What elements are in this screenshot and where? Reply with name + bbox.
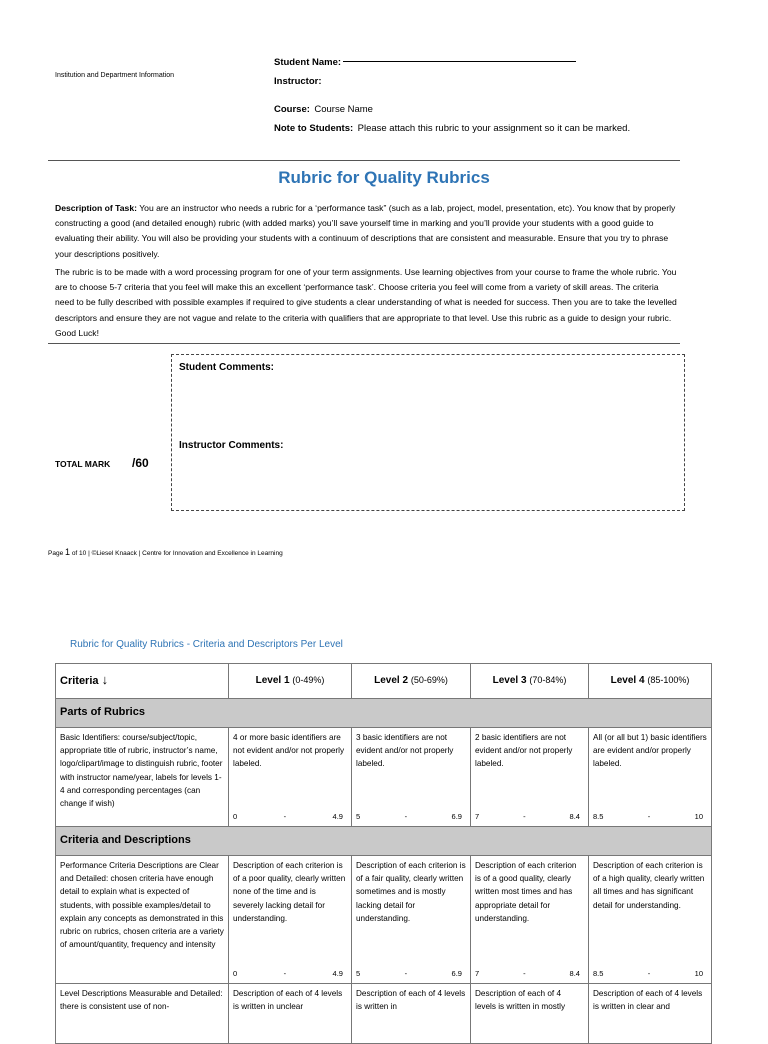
score-sep: -: [283, 968, 287, 978]
score-high: 4.9: [332, 968, 343, 978]
score-range: [475, 810, 580, 823]
page-footer: [48, 547, 283, 557]
score-range: [233, 810, 343, 823]
table-header-row: [56, 664, 712, 699]
score-high: 8.4: [569, 968, 580, 978]
page-title: Rubric for Quality Rubrics: [278, 168, 490, 187]
score-low: 8.5: [593, 811, 604, 821]
descriptor-text: Description of each criterion is of a fair quality, clearly written sometimes and is mostly lacking detail for understanding.: [356, 861, 466, 923]
level-2-header: [352, 664, 471, 699]
section-criteria-and-descriptions: Criteria and Descriptions: [56, 827, 712, 856]
description-label: Description of Task:: [55, 203, 137, 213]
score-high: 8.4: [569, 811, 580, 821]
level-4-header: [589, 664, 712, 699]
footer-suffix: of 10 | ©Liesel Knaack | Centre for Innovation and Excellence in Learning: [70, 550, 283, 557]
instructor-comments-label: Instructor Comments:: [179, 440, 284, 451]
score-low: 7: [475, 811, 480, 821]
total-mark-value: /60: [132, 456, 149, 470]
score-low: 0: [233, 968, 238, 978]
descriptor-cell: [352, 728, 471, 827]
criterion-cell: Performance Criteria Descriptions are Clear and Detailed: chosen criteria have enough detail to explain what is expected of students, with possible examples/detail to explain any concepts as demonstrated in this rubric on rubrics, chosen criteria are a variety of amount/quantity, frequency and intensity: [56, 856, 229, 984]
score-high: 10: [694, 811, 703, 821]
rubric-table-title: Rubric for Quality Rubrics - Criteria and Descriptors Per Level: [70, 639, 343, 650]
comments-box[interactable]: [171, 354, 685, 511]
student-comments-label: Student Comments:: [179, 362, 274, 373]
description-divider: [48, 343, 680, 344]
descriptor-cell: [352, 856, 471, 984]
section-row: [56, 699, 712, 728]
criterion-cell: Basic Identifiers: course/subject/topic, appropriate title of rubric, instructor’s name, logo/clipart/image to distinguish rubric, footer with instructor name/year, labels for levels 1-4 and corresponding percentages (can change if wish): [56, 728, 229, 827]
level-name: Level 4: [610, 675, 645, 687]
student-name-row: [274, 52, 341, 70]
level-name: Level 1: [255, 675, 290, 687]
level-range: (85-100%): [647, 675, 690, 686]
descriptor-cell: [589, 856, 712, 984]
descriptor-cell: [229, 856, 352, 984]
score-sep: -: [404, 968, 408, 978]
table-row: [56, 728, 712, 827]
descriptor-cell: [589, 728, 712, 827]
criteria-header-label: Criteria: [60, 675, 99, 688]
score-range: [233, 967, 343, 980]
descriptor-text: 4 or more basic identifiers are not evident and/or not properly labeled.: [233, 733, 345, 769]
score-high: 10: [694, 968, 703, 978]
criteria-header: [56, 664, 229, 699]
level-name: Level 2: [374, 675, 409, 687]
score-low: 5: [356, 968, 361, 978]
rubric-table: [55, 663, 712, 1044]
descriptor-text: Description of each criterion is of a good quality, clearly written most times and has appropriate detail for understanding.: [475, 861, 577, 923]
score-low: 7: [475, 968, 480, 978]
level-3-header: [471, 664, 589, 699]
descriptor-cell: Description of each of 4 levels is written in mostly: [471, 984, 589, 1044]
course-value: Course Name: [314, 104, 373, 115]
table-row: [56, 856, 712, 984]
descriptor-cell: Description of each of 4 levels is written in: [352, 984, 471, 1044]
score-range: [593, 810, 703, 823]
score-high: 6.9: [451, 968, 462, 978]
descriptor-cell: Description of each of 4 levels is written in unclear: [229, 984, 352, 1044]
section-row: [56, 827, 712, 856]
section-parts-of-rubrics: Parts of Rubrics: [56, 699, 712, 728]
instructor-label: Instructor:: [274, 76, 322, 87]
descriptor-cell: [229, 728, 352, 827]
student-name-line[interactable]: [343, 61, 576, 62]
student-name-label: Student Name:: [274, 57, 342, 68]
footer-prefix: Page: [48, 550, 65, 557]
level-name: Level 3: [492, 675, 527, 687]
score-range: [475, 967, 580, 980]
score-low: 0: [233, 811, 238, 821]
level-range: (50-69%): [410, 675, 448, 686]
score-range: [356, 810, 462, 823]
score-low: 5: [356, 811, 361, 821]
institution-info: Institution and Department Information: [55, 72, 175, 79]
level-1-header: [229, 664, 352, 699]
course-row: [274, 99, 373, 117]
score-high: 4.9: [332, 811, 343, 821]
note-label: Note to Students:: [274, 123, 354, 134]
descriptor-cell: [471, 728, 589, 827]
descriptor-text: 2 basic identifiers are not evident and/or not properly labeled.: [475, 733, 573, 769]
description-p1: You are an instructor who needs a rubric for a ‘performance task” (such as a lab, project, model, presentation, etc). You know that by properly constructing a good (and detailed enough) rubric (with added marks) you’ll save yourself time in marking and you’ll provide your students with a good guide to evaluating their ability. You will also be providing your students with a continuum of descriptions that are consistent and measurable. Ensure that you try to phrase your descriptions positively.: [55, 203, 676, 259]
total-mark-label: TOTAL MARK: [55, 459, 111, 469]
descriptor-cell: Description of each of 4 levels is written in clear and: [589, 984, 712, 1044]
footer-page-number: 1: [65, 547, 71, 557]
score-sep: -: [523, 811, 526, 821]
header-divider: [48, 160, 680, 161]
description-p2: The rubric is to be made with a word processing program for one of your term assignments. Use learning objectives from your course to frame the whole rubric. You are to choose 5-7 criteria that you feel will make this an excellent ‘performance task’. Choose criteria you feel will come from a variety of skill areas. The criteria need to be fully described with possible examples if required to give students a clear understanding of what is needed for success. Then you are to take the levelled descriptors and ensure they are not vague and relate to the criteria with qualifiers that are appropriate to that level. Use this rubric as a guide to design your rubric. Good Luck!: [55, 267, 677, 338]
score-sep: -: [523, 968, 526, 978]
score-high: 6.9: [451, 811, 462, 821]
course-label: Course:: [274, 104, 310, 115]
table-row: [56, 984, 712, 1044]
descriptor-text: Description of each criterion is of a poor quality, clearly written none of the time and is severely lacking detail for understanding.: [233, 861, 346, 923]
descriptor-cell: [471, 856, 589, 984]
down-arrow-icon: ↓: [101, 672, 109, 688]
note-value: Please attach this rubric to your assignment so it can be marked.: [357, 123, 631, 134]
score-sep: -: [283, 811, 287, 821]
descriptor-text: All (or all but 1) basic identifiers are evident and/or properly labeled.: [593, 733, 707, 769]
descriptor-text: 3 basic identifiers are not evident and/or not properly labeled.: [356, 733, 454, 769]
score-range: [593, 967, 703, 980]
score-range: [356, 967, 462, 980]
score-sep: -: [647, 811, 651, 821]
descriptor-text: Description of each criterion is of a high quality, clearly written all times and has significant detail for understanding.: [593, 861, 705, 910]
score-sep: -: [647, 968, 651, 978]
criterion-cell: Level Descriptions Measurable and Detailed: there is consistent use of non-: [56, 984, 229, 1044]
score-sep: -: [404, 811, 408, 821]
note-row: [274, 118, 630, 136]
score-low: 8.5: [593, 968, 604, 978]
level-range: (70-84%): [529, 675, 567, 686]
level-range: (0-49%): [292, 675, 325, 686]
task-description: [55, 201, 680, 262]
